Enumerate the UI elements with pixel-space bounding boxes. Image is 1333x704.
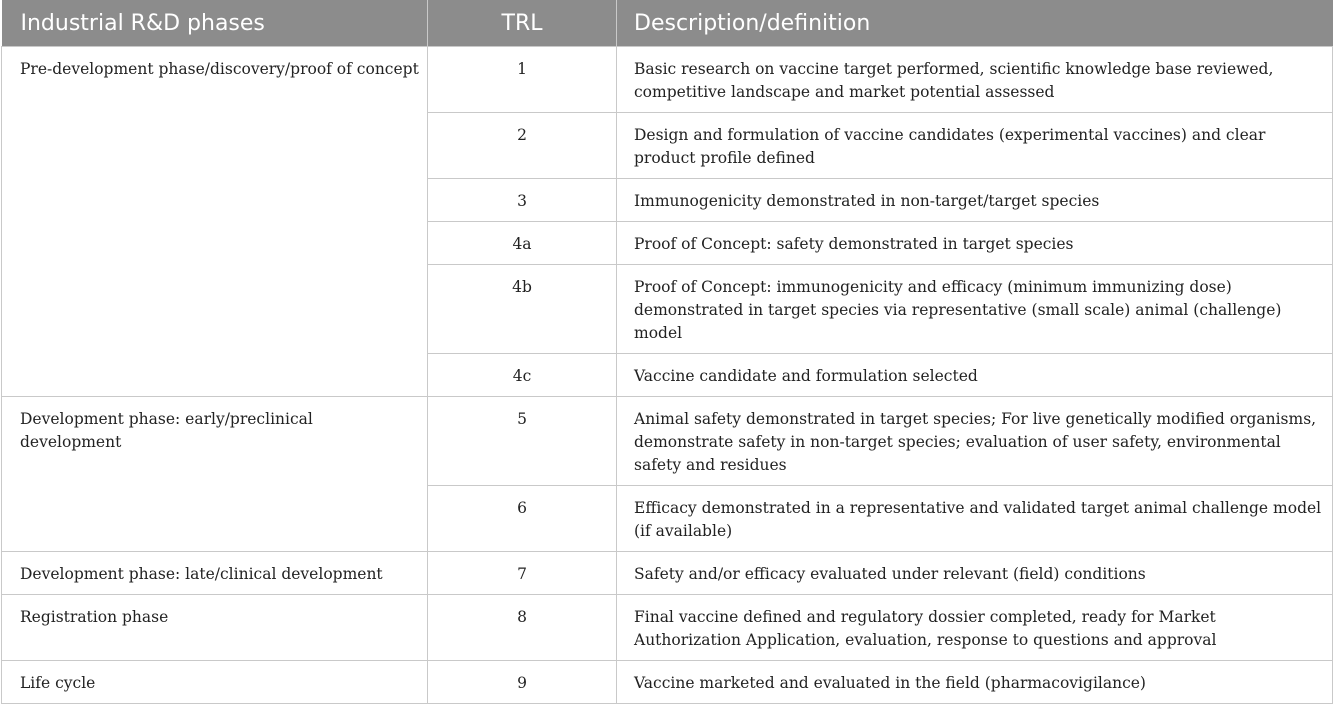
description-cell: Animal safety demonstrated in target species; For live genetically modified organisms, demonstrate safety in non-target species; evaluation of user safety, environmental safety and residues: [617, 397, 1333, 486]
description-cell: Final vaccine defined and regulatory dossier completed, ready for Market Authorization Application, evaluation, response to questions and approval: [617, 595, 1333, 661]
trl-cell: 8: [428, 595, 617, 661]
trl-table: [1, 0, 1333, 704]
phase-cell: Development phase: late/clinical development: [2, 552, 428, 595]
description-cell: Vaccine marketed and evaluated in the field (pharmacovigilance): [617, 661, 1333, 704]
trl-cell: 5: [428, 397, 617, 486]
description-cell: Design and formulation of vaccine candidates (experimental vaccines) and clear product profile defined: [617, 113, 1333, 179]
phase-cell: Pre-development phase/discovery/proof of concept: [2, 47, 428, 397]
trl-cell: 9: [428, 661, 617, 704]
table-row: [2, 552, 1333, 595]
trl-cell: 3: [428, 179, 617, 222]
description-cell: Vaccine candidate and formulation selected: [617, 354, 1333, 397]
phase-cell: Development phase: early/preclinical development: [2, 397, 428, 552]
description-cell: Safety and/or efficacy evaluated under relevant (field) conditions: [617, 552, 1333, 595]
table-row: [2, 397, 1333, 486]
trl-cell: 6: [428, 486, 617, 552]
description-cell: Basic research on vaccine target performed, scientific knowledge base reviewed, competitive landscape and market potential assessed: [617, 47, 1333, 113]
trl-cell: 4a: [428, 222, 617, 265]
phase-cell: Life cycle: [2, 661, 428, 704]
table-header-row: [2, 0, 1333, 47]
trl-cell: 4b: [428, 265, 617, 354]
trl-cell: 2: [428, 113, 617, 179]
phase-cell: Registration phase: [2, 595, 428, 661]
description-cell: Immunogenicity demonstrated in non-target/target species: [617, 179, 1333, 222]
header-description: Description/definition: [617, 0, 1333, 47]
table-row: [2, 595, 1333, 661]
header-phase: Industrial R&D phases: [2, 0, 428, 47]
description-cell: Proof of Concept: safety demonstrated in target species: [617, 222, 1333, 265]
table-row: [2, 47, 1333, 113]
description-cell: Proof of Concept: immunogenicity and efficacy (minimum immunizing dose) demonstrated in target species via representative (small scale) animal (challenge) model: [617, 265, 1333, 354]
header-trl: TRL: [428, 0, 617, 47]
trl-cell: 4c: [428, 354, 617, 397]
description-cell: Efficacy demonstrated in a representative and validated target animal challenge model (if available): [617, 486, 1333, 552]
table-row: [2, 661, 1333, 704]
trl-cell: 7: [428, 552, 617, 595]
trl-cell: 1: [428, 47, 617, 113]
